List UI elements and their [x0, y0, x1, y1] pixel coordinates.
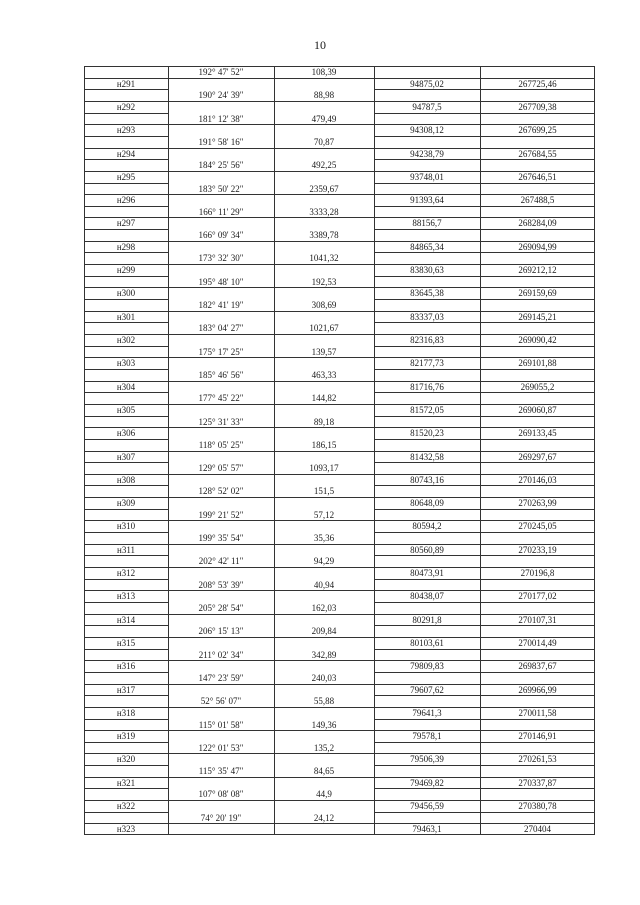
coord-y: 269094,99	[518, 241, 557, 252]
segment-angle: 183° 50' 22"	[198, 183, 244, 194]
coord-y: 270011,58	[518, 707, 557, 718]
point-id: н296	[116, 195, 136, 206]
point-id: н302	[116, 334, 136, 345]
row-divider-coords	[374, 276, 595, 277]
point-id: н314	[116, 614, 136, 625]
segment-length: 463,33	[311, 369, 337, 380]
point-id: н315	[116, 637, 136, 648]
coord-x: 91393,64	[410, 195, 444, 206]
coord-y: 267725,46	[518, 78, 557, 89]
row-divider-point	[84, 322, 168, 323]
segment-length: 24,12	[313, 812, 335, 823]
row-divider-coords	[374, 462, 595, 463]
point-id: н312	[116, 568, 136, 579]
segment-angle: 184° 25' 56"	[198, 160, 244, 171]
segment-length: 55,88	[313, 696, 335, 707]
row-divider-point	[84, 229, 168, 230]
row-divider-point	[84, 439, 168, 440]
point-id: н299	[116, 265, 136, 276]
row-divider-point	[84, 89, 168, 90]
segment-length: 108,39	[311, 67, 337, 77]
coord-y: 270146,91	[518, 731, 557, 742]
coord-x: 94787,5	[412, 101, 442, 112]
coord-y: 270177,02	[518, 591, 557, 602]
point-id: н322	[116, 801, 136, 812]
row-divider-coords	[374, 89, 595, 90]
point-id: н308	[116, 474, 136, 485]
row-divider-coords	[374, 206, 595, 207]
coord-x: 81716,76	[410, 381, 444, 392]
coord-y: 269966,99	[518, 684, 557, 695]
row-divider-coords	[374, 532, 595, 533]
segment-length: 35,36	[313, 533, 335, 544]
segment-length: 88,98	[313, 90, 335, 101]
coord-x: 80473,91	[410, 568, 444, 579]
coord-y: 270107,31	[518, 614, 557, 625]
point-id: н298	[116, 241, 136, 252]
segment-length: 57,12	[313, 509, 335, 520]
row-divider-point	[84, 695, 168, 696]
coord-y: 270337,87	[518, 777, 557, 788]
coord-x: 80438,07	[410, 591, 444, 602]
coord-y: 270380,78	[518, 801, 557, 812]
coord-x: 80560,89	[410, 544, 444, 555]
segment-angle: 115° 01' 58"	[198, 719, 244, 730]
row-divider-point	[84, 299, 168, 300]
segment-angle: 115° 35' 47"	[198, 766, 244, 777]
row-divider-point	[84, 742, 168, 743]
coord-y: 269159,69	[518, 288, 557, 299]
segment-angle: 205° 28' 54"	[198, 602, 244, 613]
point-id: н292	[116, 101, 136, 112]
row-divider-coords	[374, 765, 595, 766]
segment-angle: 206° 15' 13"	[198, 626, 244, 637]
point-id: н291	[116, 78, 136, 89]
point-id: н297	[116, 218, 136, 229]
row-divider-point	[84, 555, 168, 556]
segment-length: 144,82	[311, 393, 337, 404]
page-number: 10	[314, 38, 326, 52]
segment-angle: 175° 17' 25"	[198, 346, 244, 357]
segment-length: 44,9	[316, 789, 332, 800]
segment-angle: 208° 53' 39"	[198, 579, 244, 590]
segment-angle: 147° 23' 59"	[198, 672, 244, 683]
row-divider-point	[84, 602, 168, 603]
row-divider-coords	[374, 136, 595, 137]
segment-length: 1021,67	[309, 323, 339, 334]
row-divider-point	[84, 625, 168, 626]
row-divider-point	[84, 765, 168, 766]
segment-length: 151,5	[313, 486, 335, 497]
point-id: н321	[116, 777, 136, 788]
row-divider-point	[84, 392, 168, 393]
coord-y: 267684,55	[518, 148, 557, 159]
row-divider-point	[84, 532, 168, 533]
row-divider-coords	[374, 719, 595, 720]
coord-x: 83645,38	[410, 288, 444, 299]
point-id: н306	[116, 428, 136, 439]
segment-angle: 166° 09' 34"	[198, 230, 244, 241]
point-id: н300	[116, 288, 136, 299]
coord-x: 80743,16	[410, 474, 444, 485]
row-divider-coords	[374, 113, 595, 114]
segment-angle: 122° 01' 53"	[198, 742, 244, 753]
coord-x: 80648,09	[410, 498, 444, 509]
point-id: н320	[116, 754, 136, 765]
segment-length: 209,84	[311, 626, 337, 637]
segment-angle: 182° 41' 19"	[198, 300, 244, 311]
point-id: н311	[117, 544, 135, 555]
coord-y: 268284,09	[518, 218, 557, 229]
coord-y: 270261,53	[518, 754, 557, 765]
segment-length: 3389,78	[309, 230, 339, 241]
segment-angle: 52° 56' 07"	[200, 696, 242, 707]
coord-x: 81432,58	[410, 451, 444, 462]
segment-angle: 185° 46' 56"	[198, 369, 244, 380]
coord-y: 270263,99	[518, 498, 557, 509]
coord-x: 81572,05	[410, 404, 444, 415]
segment-length: 1093,17	[309, 463, 339, 474]
coord-x: 79463,1	[412, 824, 442, 835]
coord-y: 269212,12	[518, 265, 557, 276]
row-divider-point	[84, 485, 168, 486]
segment-angle: 177° 45' 22"	[198, 393, 244, 404]
row-divider-point	[84, 136, 168, 137]
point-id: н318	[116, 707, 136, 718]
segment-angle: 192° 47' 52"	[198, 67, 244, 77]
segment-length: 149,36	[311, 719, 337, 730]
row-divider-coords	[374, 322, 595, 323]
coord-x: 88156,7	[412, 218, 442, 229]
coord-x: 80291,8	[412, 614, 442, 625]
coord-y: 267709,38	[518, 101, 557, 112]
row-divider-coords	[374, 416, 595, 417]
coord-x: 82177,73	[410, 358, 444, 369]
row-divider-point	[84, 788, 168, 789]
coord-y: 270404	[524, 824, 551, 835]
segment-length: 84,65	[313, 766, 335, 777]
segment-angle: 202° 42' 11"	[198, 556, 244, 567]
point-id: н294	[116, 148, 136, 159]
coord-x: 83830,63	[410, 265, 444, 276]
row-divider-point	[84, 206, 168, 207]
row-divider-coords	[374, 672, 595, 673]
row-divider-point	[84, 159, 168, 160]
segment-length: 192,53	[311, 276, 337, 287]
coord-x: 81520,23	[410, 428, 444, 439]
row-divider-point	[84, 346, 168, 347]
coord-y: 270245,05	[518, 521, 557, 532]
segment-angle: 183° 04' 27"	[198, 323, 244, 334]
row-divider-point	[84, 462, 168, 463]
point-id: н305	[116, 404, 136, 415]
row-divider-coords	[374, 742, 595, 743]
point-id: н307	[116, 451, 136, 462]
segment-angle: 107° 08' 08"	[198, 789, 244, 800]
row-divider-coords	[374, 252, 595, 253]
segment-length: 70,87	[313, 136, 335, 147]
coord-x: 93748,01	[410, 171, 444, 182]
row-divider-point	[84, 579, 168, 580]
coord-y: 267488,5	[520, 195, 555, 206]
coord-y: 270014,49	[518, 637, 557, 648]
point-id: н317	[116, 684, 136, 695]
row-divider-coords	[374, 439, 595, 440]
segment-angle: 166° 11' 29"	[198, 206, 244, 217]
segment-length: 308,69	[311, 300, 337, 311]
row-divider-coords	[374, 555, 595, 556]
segment-angle: 181° 12' 38"	[198, 113, 244, 124]
segment-angle: 190° 24' 39"	[198, 90, 244, 101]
coord-x: 79578,1	[412, 731, 442, 742]
row-divider-coords	[374, 602, 595, 603]
row-divider-point	[84, 509, 168, 510]
coord-y: 269055,2	[520, 381, 555, 392]
point-id: н293	[116, 125, 136, 136]
point-id: н303	[116, 358, 136, 369]
coord-x: 79469,82	[410, 777, 444, 788]
point-id: н301	[116, 311, 136, 322]
row-divider-point	[84, 649, 168, 650]
row-divider-point	[84, 719, 168, 720]
row-divider-coords	[374, 159, 595, 160]
point-id: н316	[116, 661, 136, 672]
segment-length: 1041,32	[309, 253, 339, 264]
segment-length: 2359,67	[309, 183, 339, 194]
coord-y: 267646,51	[518, 171, 557, 182]
segment-length: 240,03	[311, 672, 337, 683]
segment-length: 3333,28	[309, 206, 339, 217]
segment-angle: 199° 35' 54"	[198, 533, 244, 544]
row-divider-point	[84, 252, 168, 253]
point-id: н319	[116, 731, 136, 742]
coord-x: 94875,02	[410, 78, 444, 89]
segment-length: 40,94	[313, 579, 335, 590]
segment-length: 186,15	[311, 439, 337, 450]
coord-y: 269090,42	[518, 334, 557, 345]
segment-angle: 118° 05' 25"	[198, 439, 244, 450]
coord-x: 82316,83	[410, 334, 444, 345]
row-divider-point	[84, 672, 168, 673]
point-id: н310	[116, 521, 136, 532]
row-divider-coords	[374, 346, 595, 347]
coord-x: 80594,2	[412, 521, 442, 532]
row-divider-coords	[374, 369, 595, 370]
segment-angle: 125° 31' 33"	[198, 416, 244, 427]
segment-angle: 173° 32' 30"	[198, 253, 244, 264]
segment-angle: 211° 02' 34"	[198, 649, 244, 660]
segment-angle: 199° 21' 52"	[198, 509, 244, 520]
row-divider-point	[84, 183, 168, 184]
segment-length: 479,49	[311, 113, 337, 124]
row-divider-coords	[374, 229, 595, 230]
segment-length: 94,29	[313, 556, 335, 567]
row-divider-coords	[374, 299, 595, 300]
coord-x: 83337,03	[410, 311, 444, 322]
segment-length: 342,89	[311, 649, 337, 660]
coord-x: 79506,39	[410, 754, 444, 765]
segment-angle: 129° 05' 57"	[198, 463, 244, 474]
segment-angle: 74° 20' 19"	[200, 812, 242, 823]
row-divider-coords	[374, 695, 595, 696]
coord-x: 79456,59	[410, 801, 444, 812]
coord-y: 269297,67	[518, 451, 557, 462]
coord-x: 79607,62	[410, 684, 444, 695]
coord-y: 270233,19	[518, 544, 557, 555]
segment-length: 135,2	[313, 742, 335, 753]
segment-length: 162,03	[311, 602, 337, 613]
row-divider-point	[84, 276, 168, 277]
segment-angle: 195° 48' 10"	[198, 276, 244, 287]
row-divider-coords	[374, 812, 595, 813]
coord-y: 269837,67	[518, 661, 557, 672]
segment-angle: 128° 52' 02"	[198, 486, 244, 497]
coord-y: 269060,87	[518, 404, 557, 415]
point-id: н313	[116, 591, 136, 602]
coord-x: 84865,34	[410, 241, 444, 252]
row-divider-coords	[374, 649, 595, 650]
point-id: н323	[116, 824, 136, 835]
row-divider-point	[84, 812, 168, 813]
row-divider-point	[84, 416, 168, 417]
point-id: н304	[116, 381, 136, 392]
coord-x: 80103,61	[410, 637, 444, 648]
coord-x: 94238,79	[410, 148, 444, 159]
coord-y: 270146,03	[518, 474, 557, 485]
coord-y: 269133,45	[518, 428, 557, 439]
coord-y: 269145,21	[518, 311, 557, 322]
row-divider-coords	[374, 579, 595, 580]
row-divider-coords	[374, 392, 595, 393]
coord-x: 94308,12	[410, 125, 444, 136]
row-divider-coords	[374, 509, 595, 510]
coord-y: 269101,88	[518, 358, 557, 369]
segment-angle: 191° 58' 16"	[198, 136, 244, 147]
row-divider-coords	[374, 183, 595, 184]
coord-x: 79809,83	[410, 661, 444, 672]
segment-length: 139,57	[311, 346, 337, 357]
row-divider-coords	[374, 485, 595, 486]
row-divider-point	[84, 369, 168, 370]
segment-length: 492,25	[311, 160, 337, 171]
point-id: н295	[116, 171, 136, 182]
point-id: н309	[116, 498, 136, 509]
coord-x: 79641,3	[412, 707, 442, 718]
row-divider-coords	[374, 625, 595, 626]
segment-length: 89,18	[313, 416, 335, 427]
coord-y: 270196,8	[520, 568, 555, 579]
row-divider-point	[84, 113, 168, 114]
row-divider-coords	[374, 788, 595, 789]
coord-y: 267699,25	[518, 125, 557, 136]
